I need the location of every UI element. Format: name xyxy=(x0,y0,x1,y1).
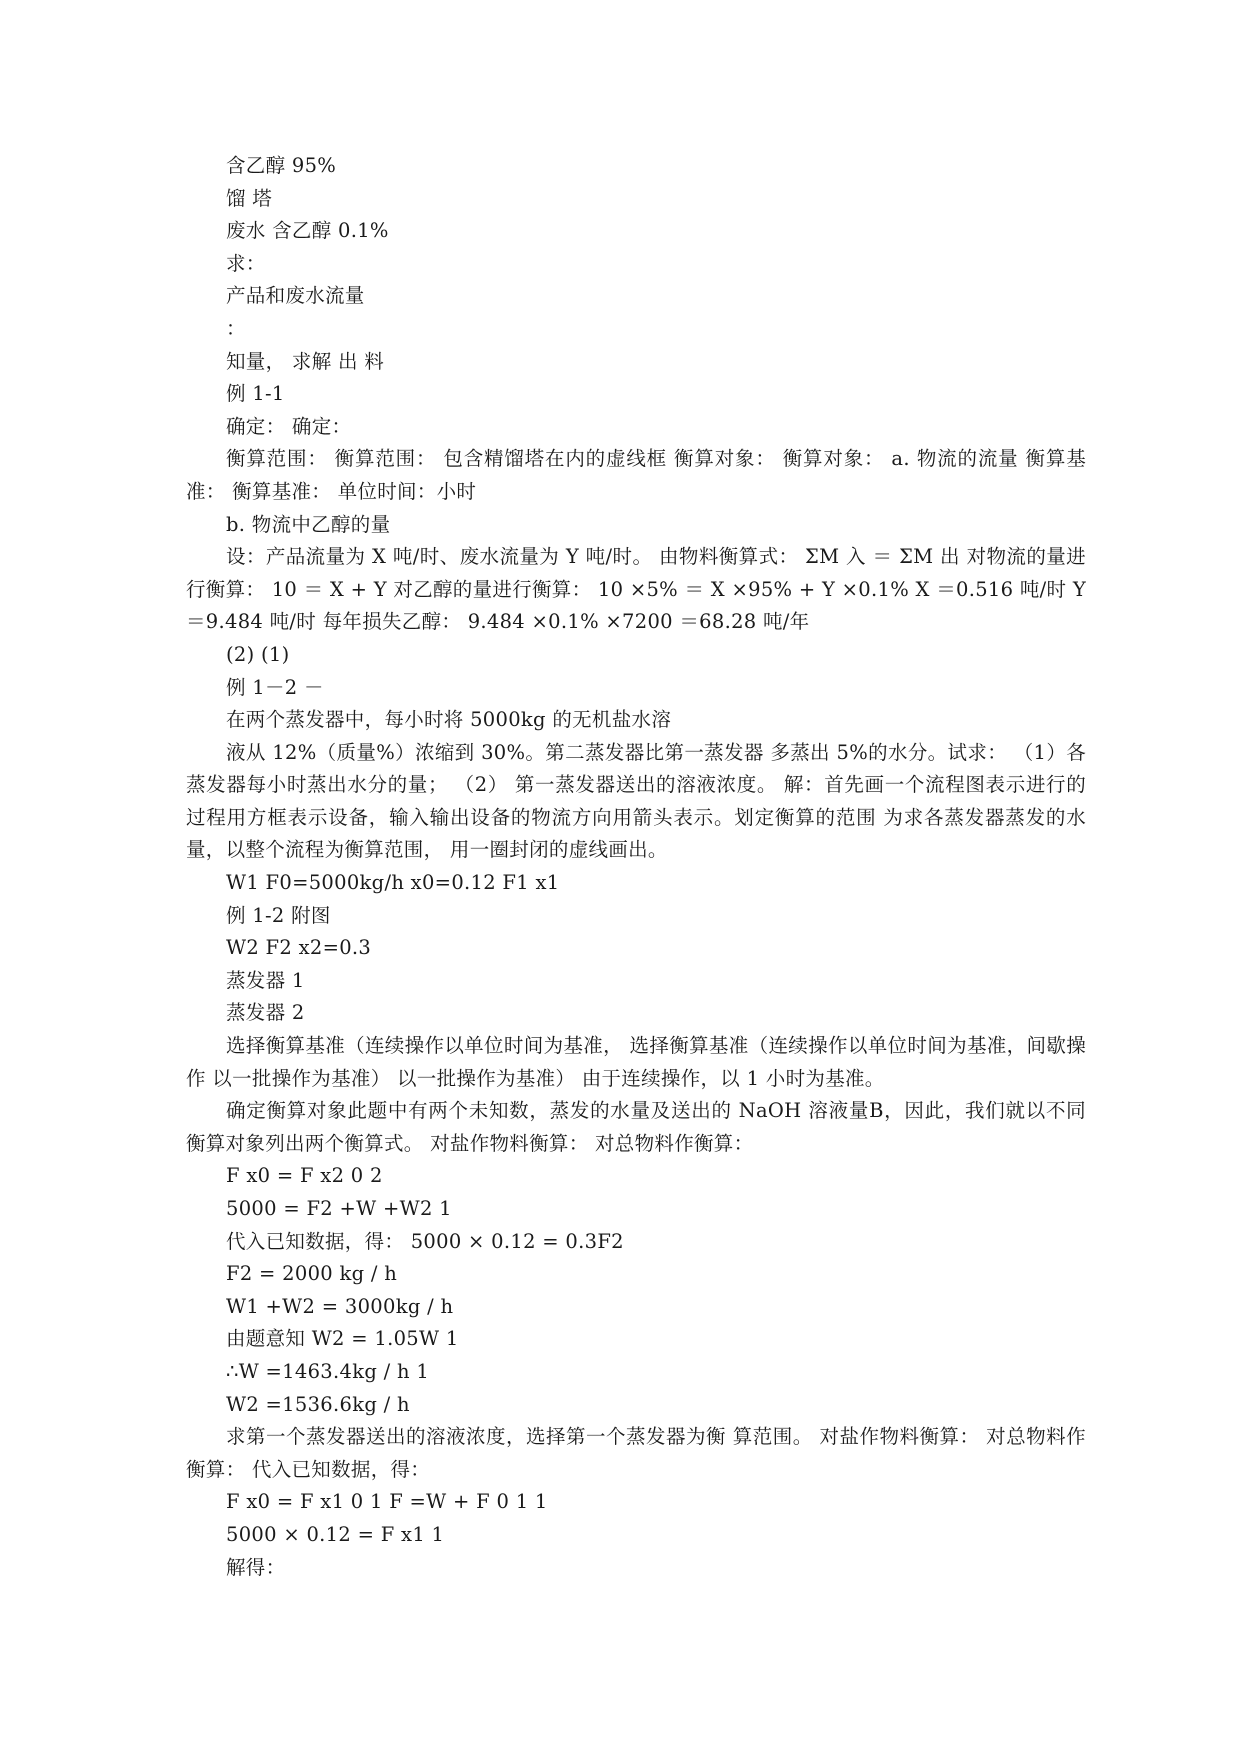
document-body xyxy=(186,150,1086,1584)
text-line: b. 物流中乙醇的量 xyxy=(226,512,391,536)
equation-line: W2 F2 x2=0.3 xyxy=(226,936,372,960)
paragraph: 选择衡算基准（连续操作以单位时间为基准， 选择衡算基准（连续操作以单位时间为基准，间歇操作 以一批操作为基准） 以一批操作为基准） 由于连续操作，以 1 小时为基准。 xyxy=(186,1034,1086,1090)
text-line: 求： xyxy=(226,251,266,275)
paragraph: 液从 12%（质量%）浓缩到 30%。第二蒸发器比第一蒸发器 多蒸出 5%的水分。试求： （1）各蒸发器每小时蒸出水分的量； （2） 第一蒸发器送出的溶液浓度。 解：首先画一个流程图表示进行的过程用方框表示设备，输入输出设备的物流方向用箭头表示。划定衡算的范围 为求各蒸发器蒸发的水量，以整个流程为衡算范围， 用一圈封闭的虚线画出。 xyxy=(186,740,1086,862)
paragraph: 衡算范围： 衡算范围： 包含精馏塔在内的虚线框 衡算对象： 衡算对象： a. 物流的流量 衡算基准： 衡算基准： 单位时间：小时 xyxy=(186,447,1086,503)
text-line: 确定： 确定： xyxy=(226,414,352,438)
paragraph: 确定衡算对象此题中有两个未知数，蒸发的水量及送出的 NaOH 溶液量B，因此，我们就以不同衡算对象列出两个衡算式。 对盐作物料衡算： 对总物料作衡算： xyxy=(186,1099,1086,1155)
text-line: 蒸发器 1 xyxy=(226,968,305,992)
text-line: 在两个蒸发器中，每小时将 5000kg 的无机盐水溶 xyxy=(226,708,672,732)
figure-caption: 例 1-2 附图 xyxy=(226,903,331,927)
text-line: ： xyxy=(226,316,246,340)
equation-line: 由题意知 W2 = 1.05W 1 xyxy=(226,1327,459,1351)
text-line: 解得： xyxy=(226,1555,286,1579)
equation-line: F x0 = F x1 0 1 F =W + F 0 1 1 xyxy=(226,1490,548,1514)
text-line: 知量， 求解 出 料 xyxy=(226,349,385,373)
equation-line: 5000 = F2 +W +W2 1 xyxy=(226,1197,452,1220)
text-line: (2) (1) xyxy=(226,642,290,666)
text-line: 废水 含乙醇 0.1% xyxy=(226,219,389,243)
text-line: 含乙醇 95% xyxy=(226,154,337,177)
equation-line: 代入已知数据，得： 5000 × 0.12 = 0.3F2 xyxy=(226,1229,624,1253)
text-line: 蒸发器 2 xyxy=(226,1001,305,1025)
paragraph: 设：产品流量为 X 吨/时、废水流量为 Y 吨/时。 由物料衡算式： ΣM 入 ＝ ΣM 出 对物流的量进行衡算： 10 ＝ X + Y 对乙醇的量进行衡算： 10 ×5% ＝ X ×95% + Y ×0.1% X ＝0.516 吨/时 Y ＝9.484 吨/时 每年损失乙醇： 9.484 ×0.1% ×7200 ＝68.28 吨/年 xyxy=(186,545,1086,634)
example-heading: 例 1-1 xyxy=(226,382,285,406)
paragraph: 求第一个蒸发器送出的溶液浓度，选择第一个蒸发器为衡 算范围。 对盐作物料衡算： 对总物料作衡算： 代入已知数据，得： xyxy=(186,1425,1086,1481)
text-line: 产品和废水流量 xyxy=(226,284,365,308)
equation-line: F2 = 2000 kg / h xyxy=(226,1262,398,1286)
text-line: 馏 塔 xyxy=(226,186,273,210)
example-heading: 例 1－2 － xyxy=(226,675,324,699)
equation-line: ∴W =1463.4kg / h 1 xyxy=(226,1359,430,1383)
equation-line: 5000 × 0.12 = F x1 1 xyxy=(226,1522,445,1546)
equation-line: F x0 = F x2 0 2 xyxy=(226,1164,383,1188)
equation-line: W2 =1536.6kg / h xyxy=(226,1392,410,1416)
equation-line: W1 +W2 = 3000kg / h xyxy=(226,1294,454,1318)
equation-line: W1 F0=5000kg/h x0=0.12 F1 x1 xyxy=(226,871,560,895)
